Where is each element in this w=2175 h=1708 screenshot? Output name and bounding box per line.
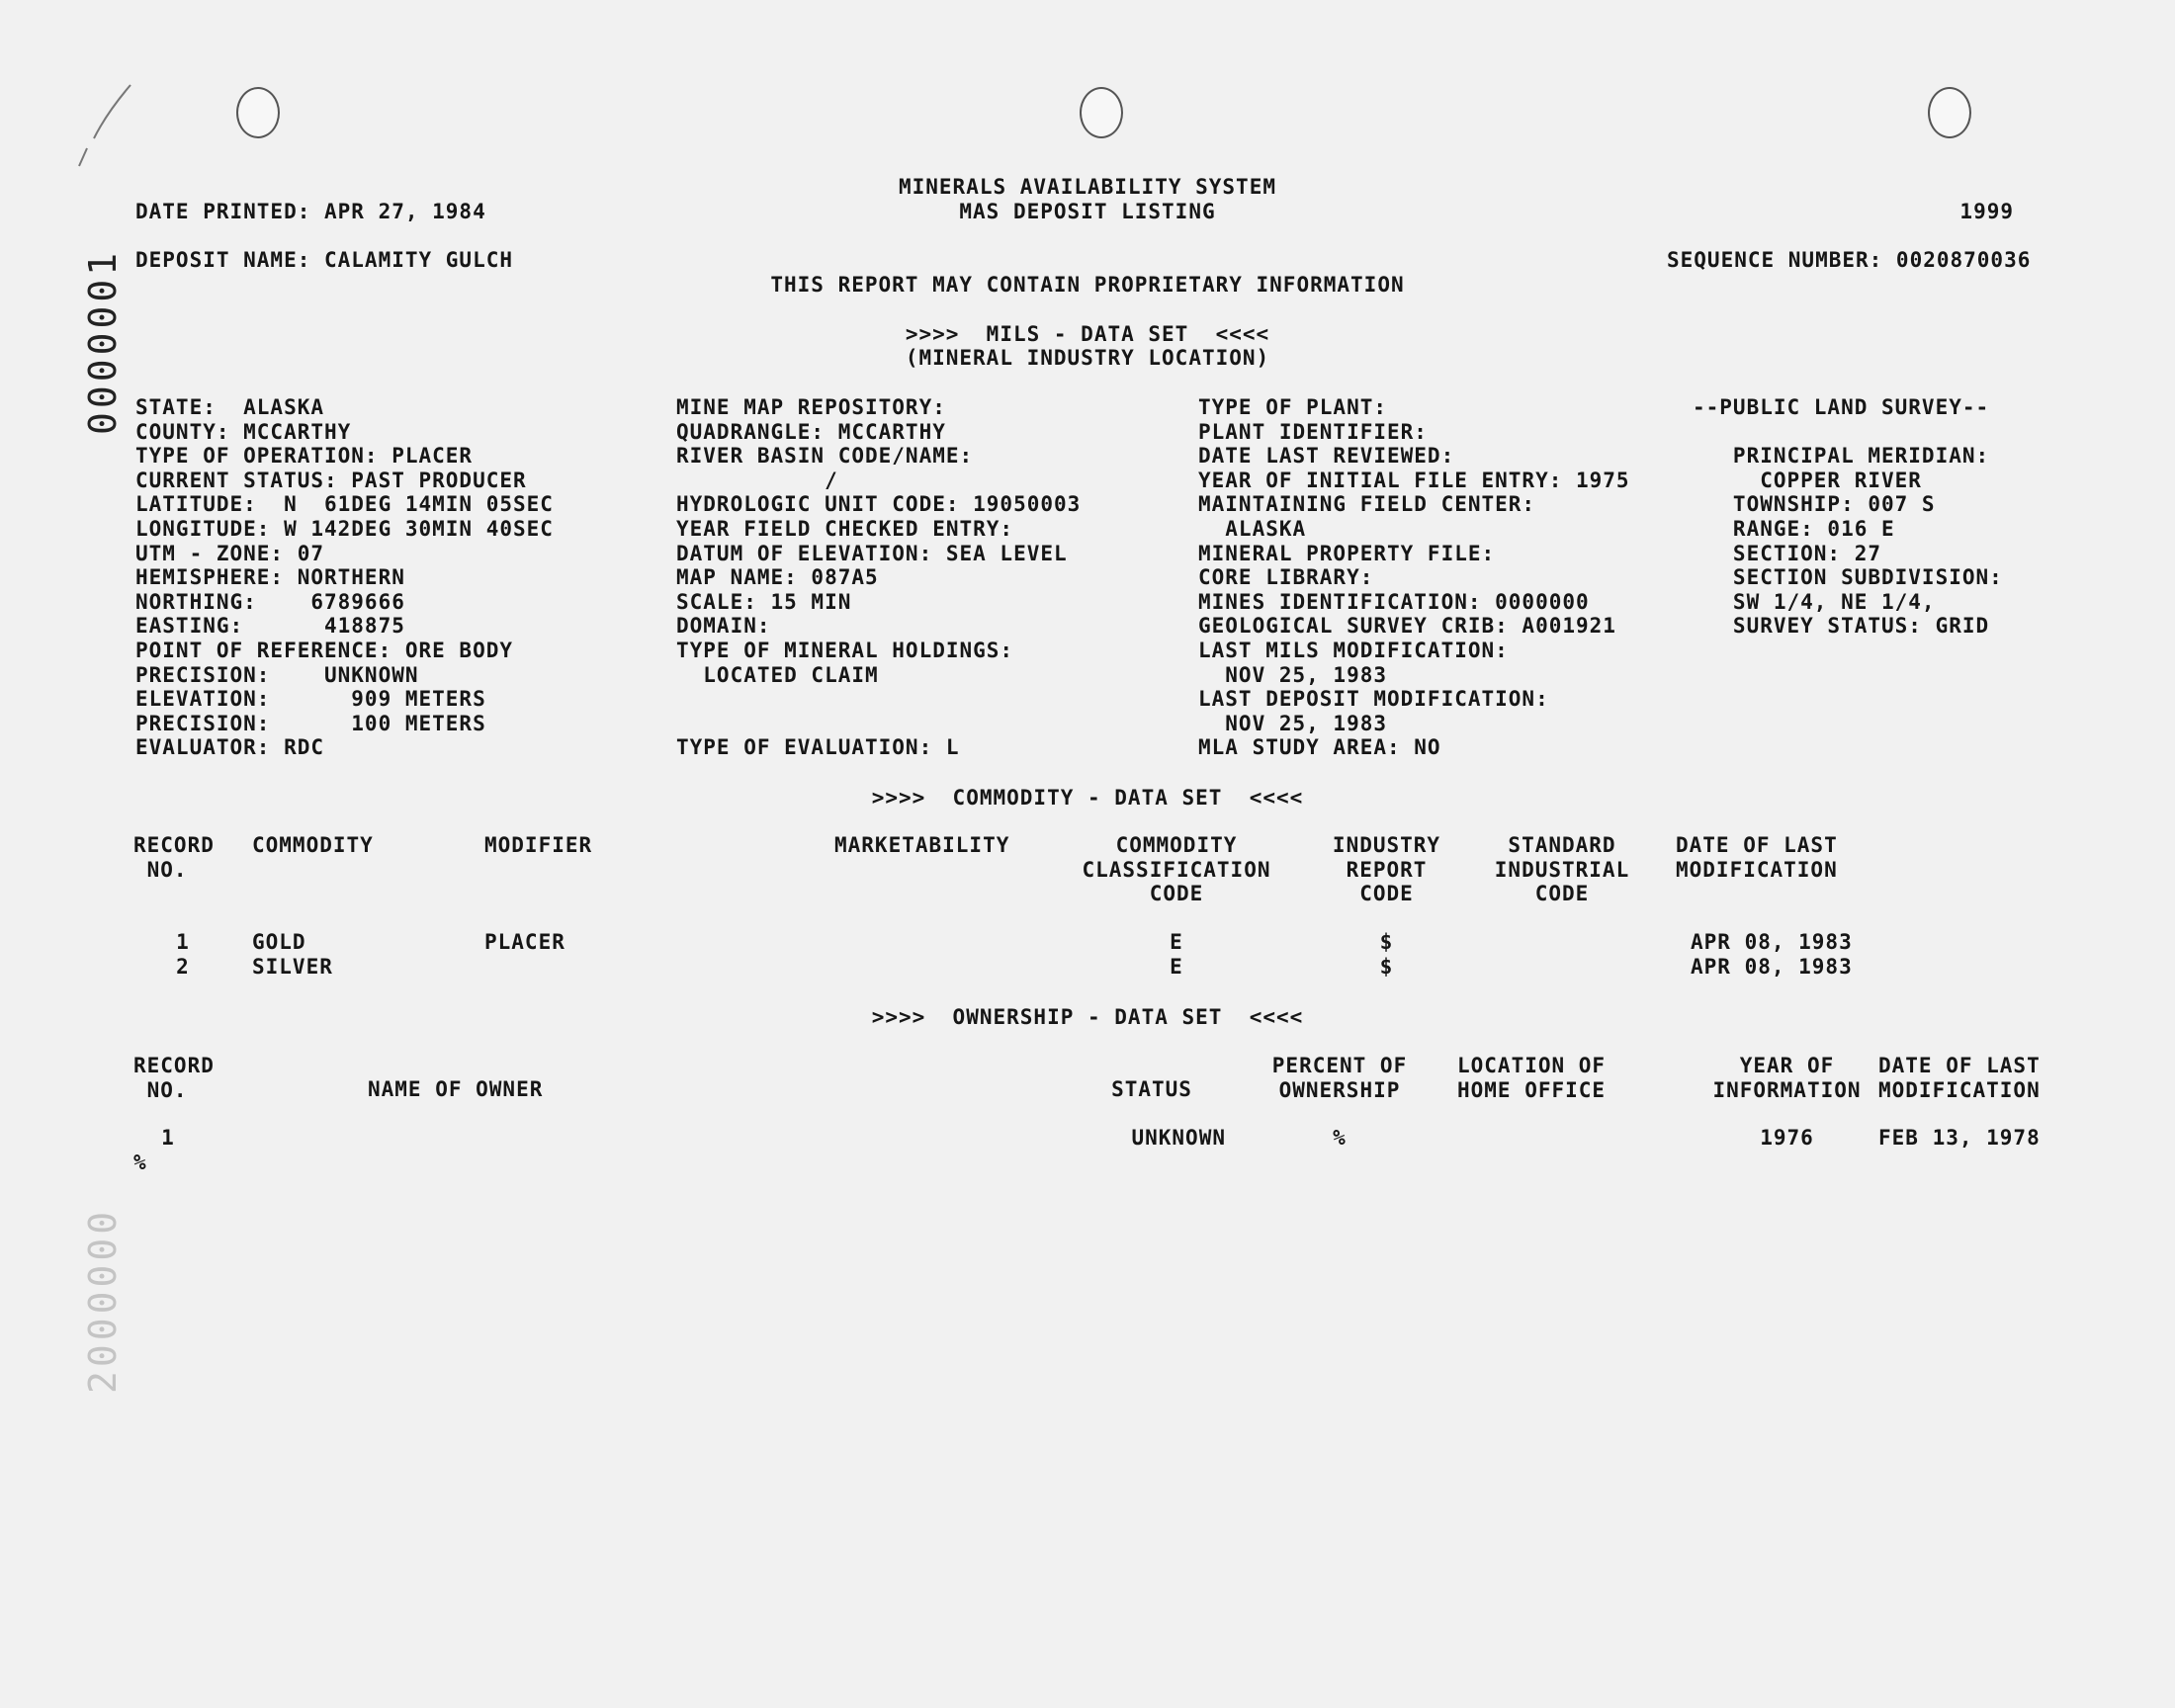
film-number: 0000001: [81, 248, 125, 435]
field-line: YEAR FIELD CHECKED ENTRY:: [676, 517, 1014, 541]
information-year: 1976: [1760, 1126, 1814, 1150]
film-number-faint: 2000000: [81, 1207, 125, 1394]
field-line: RIVER BASIN CODE/NAME:: [676, 444, 974, 469]
field-line: RANGE: 016 E: [1693, 517, 1895, 541]
system-title: MINERALS AVAILABILITY SYSTEM: [898, 175, 1276, 199]
field-line: SW 1/4, NE 1/4,: [1693, 589, 1936, 614]
commodity-header-commodity: COMMODITY: [252, 833, 374, 857]
field-line: DATUM OF ELEVATION: SEA LEVEL: [676, 541, 1068, 565]
ownership-header-location: LOCATION OF HOME OFFICE: [1457, 1054, 1607, 1102]
commodity-header-sic: STANDARD INDUSTRIAL CODE: [1494, 833, 1630, 906]
field-line: SECTION SUBDIVISION:: [1693, 565, 2003, 590]
last-modification-date: FEB 13, 1978: [1878, 1126, 2041, 1150]
commodity-title: >>>> COMMODITY - DATA SET <<<<: [871, 786, 1304, 810]
ownership-header-record: RECORD NO.: [133, 1054, 215, 1102]
industry-report-code: $: [1379, 954, 1394, 979]
field-line: DOMAIN:: [676, 614, 771, 639]
field-line: QUADRANGLE: MCCARTHY: [676, 419, 946, 444]
field-line: MINERAL PROPERTY FILE:: [1198, 541, 1496, 565]
field-line: YEAR OF INITIAL FILE ENTRY: 1975: [1198, 468, 1630, 492]
commodity-header-date: DATE OF LAST MODIFICATION: [1676, 833, 1838, 882]
commodity-header-modifier: MODIFIER: [484, 833, 593, 857]
field-line: SURVEY STATUS: GRID: [1693, 614, 1990, 639]
field-line: MLA STUDY AREA: NO: [1198, 735, 1441, 760]
field-line: CURRENT STATUS: PAST PRODUCER: [135, 468, 527, 492]
last-modification-date: APR 08, 1983: [1691, 954, 1853, 979]
classification-code: E: [1170, 930, 1183, 954]
field-line: EASTING: 418875: [135, 614, 405, 639]
field-line: /: [676, 468, 838, 492]
binder-hole-left: [236, 87, 280, 138]
field-line: PRECISION: UNKNOWN: [135, 662, 419, 687]
field-line: LOCATED CLAIM: [676, 662, 879, 687]
field-line: MINE MAP REPOSITORY:: [676, 395, 946, 419]
binder-hole-center: [1080, 87, 1123, 138]
commodity-header-marketability: MARKETABILITY: [834, 833, 1010, 857]
commodity-header-classification: COMMODITY CLASSIFICATION CODE: [1082, 833, 1271, 906]
commodity-header-record: RECORD NO.: [133, 833, 215, 882]
field-line: NOV 25, 1983: [1198, 662, 1388, 687]
ownership-header-year: YEAR OF INFORMATION: [1712, 1054, 1862, 1102]
field-line: DATE LAST REVIEWED:: [1198, 444, 1455, 469]
record-number: 1: [176, 930, 190, 954]
binder-hole-right: [1928, 87, 1971, 138]
industry-report-code: $: [1379, 930, 1394, 954]
field-line: SCALE: 15 MIN: [676, 589, 852, 614]
modifier: PLACER: [484, 930, 566, 954]
field-line: MAINTAINING FIELD CENTER:: [1198, 492, 1536, 517]
field-line: LATITUDE: N 61DEG 14MIN 05SEC: [135, 492, 554, 517]
field-line: TYPE OF MINERAL HOLDINGS:: [676, 639, 1014, 662]
field-line: MINES IDENTIFICATION: 0000000: [1198, 589, 1590, 614]
field-line: TYPE OF OPERATION: PLACER: [135, 444, 474, 469]
date-printed: DATE PRINTED: APR 27, 1984: [135, 200, 486, 223]
commodity-name: SILVER: [252, 954, 333, 979]
field-line: TYPE OF PLANT:: [1198, 395, 1388, 419]
ownership-header-percent: PERCENT OF OWNERSHIP: [1271, 1054, 1408, 1102]
owner-status: UNKNOWN: [1131, 1126, 1226, 1150]
record-trailer: %: [133, 1150, 147, 1174]
field-line: GEOLOGICAL SURVEY CRIB: A001921: [1198, 614, 1616, 639]
sequence-number: SEQUENCE NUMBER: 0020870036: [1667, 248, 2032, 272]
mils-title: >>>> MILS - DATA SET <<<<: [905, 322, 1270, 346]
field-line: LAST MILS MODIFICATION:: [1198, 639, 1509, 662]
field-line: HYDROLOGIC UNIT CODE: 19050003: [676, 492, 1082, 517]
field-line: CORE LIBRARY:: [1198, 565, 1374, 590]
field-line: MAP NAME: 087A5: [676, 565, 879, 590]
ownership-percent: %: [1333, 1126, 1347, 1150]
field-line: LAST DEPOSIT MODIFICATION:: [1198, 687, 1549, 712]
field-line: EVALUATOR: RDC: [135, 735, 325, 760]
field-line: NOV 25, 1983: [1198, 711, 1388, 735]
commodity-name: GOLD: [252, 930, 306, 954]
field-line: PRINCIPAL MERIDIAN:: [1693, 444, 1990, 469]
field-line: HEMISPHERE: NORTHERN: [135, 565, 405, 590]
field-line: SECTION: 27: [1693, 541, 1882, 565]
field-line: COPPER RIVER: [1693, 468, 1922, 492]
field-line: --PUBLIC LAND SURVEY--: [1693, 395, 1990, 419]
mils-subtitle: (MINERAL INDUSTRY LOCATION): [905, 346, 1270, 370]
deposit-name: DEPOSIT NAME: CALAMITY GULCH: [135, 248, 514, 272]
last-modification-date: APR 08, 1983: [1691, 930, 1853, 954]
field-line: POINT OF REFERENCE: ORE BODY: [135, 639, 514, 662]
classification-code: E: [1170, 954, 1183, 979]
field-line: LONGITUDE: W 142DEG 30MIN 40SEC: [135, 517, 554, 541]
field-line: PRECISION: 100 METERS: [135, 711, 486, 735]
listing-title: MAS DEPOSIT LISTING: [959, 200, 1216, 223]
field-line: NORTHING: 6789666: [135, 589, 405, 614]
ownership-header-status: STATUS: [1111, 1077, 1192, 1101]
field-line: ALASKA: [1198, 517, 1307, 541]
field-line: TOWNSHIP: 007 S: [1693, 492, 1936, 517]
pencil-mark: [0, 0, 158, 198]
field-line: STATE: ALASKA: [135, 395, 325, 419]
ownership-title: >>>> OWNERSHIP - DATA SET <<<<: [871, 1005, 1304, 1029]
ownership-header-date: DATE OF LAST MODIFICATION: [1878, 1054, 2041, 1102]
proprietary-notice: THIS REPORT MAY CONTAIN PROPRIETARY INFORMATION: [770, 273, 1405, 297]
record-number: 2: [176, 954, 190, 979]
field-line: TYPE OF EVALUATION: L: [676, 735, 960, 760]
ownership-header-name: NAME OF OWNER: [368, 1077, 544, 1101]
record-number: 1: [161, 1126, 175, 1150]
field-line: PLANT IDENTIFIER:: [1198, 419, 1428, 444]
field-line: COUNTY: MCCARTHY: [135, 419, 352, 444]
field-line: UTM - ZONE: 07: [135, 541, 325, 565]
page-number: 1999: [1959, 200, 2014, 223]
commodity-header-industry: INDUSTRY REPORT CODE: [1332, 833, 1441, 906]
field-line: ELEVATION: 909 METERS: [135, 687, 486, 712]
